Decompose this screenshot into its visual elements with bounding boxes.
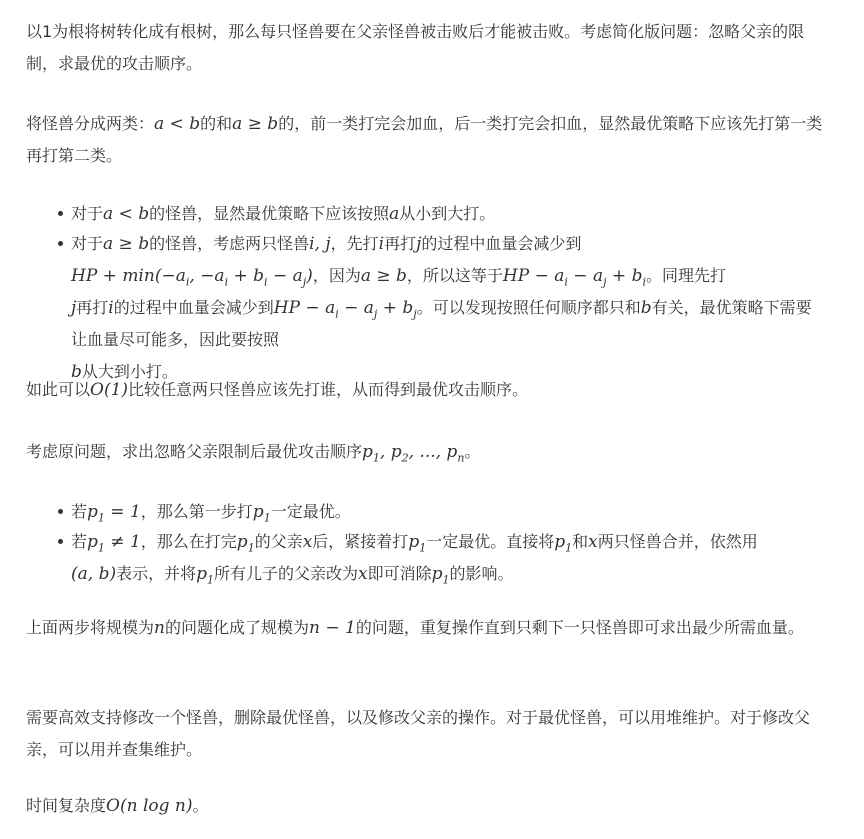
text: 如此可以	[26, 380, 91, 399]
text: 的问题，重复操作直到只剩下一只怪兽即可求出最少所需血量。	[355, 618, 804, 637]
math: a < b	[103, 204, 150, 224]
text: 上面两步将规模为	[26, 618, 155, 637]
math: j	[416, 234, 422, 254]
math: a < b	[154, 114, 201, 134]
paragraph-data-structures	[26, 702, 826, 766]
paragraph-reduction	[26, 612, 804, 644]
list-item	[71, 198, 826, 230]
text: 。可以发现按照任何顺序都只和	[416, 298, 641, 317]
math: a ≥ b	[232, 114, 279, 134]
math: HP − $a_i - a_j + b_j$	[273, 298, 417, 321]
text: 所有儿子的父亲改为	[214, 564, 359, 583]
text: 两只怪兽合并，依然用	[597, 532, 758, 551]
math: i	[378, 234, 385, 254]
math: $p_1$	[252, 502, 271, 525]
text: ，先打	[330, 234, 379, 253]
text: 的怪兽，显然最优策略下应该按照	[149, 204, 390, 223]
text: 将怪兽分成两类：	[26, 114, 155, 133]
text: 的父亲	[254, 532, 303, 551]
math: (a, b)	[71, 564, 117, 584]
text: 对于	[71, 234, 104, 253]
math: n − 1	[308, 618, 356, 638]
text: 一定最优。直接将	[426, 532, 555, 551]
math: $p_1$	[196, 564, 214, 587]
text: 的过程中血量会减少到	[113, 298, 274, 317]
math: $p_1$	[431, 564, 450, 587]
math: $p_1$, $p_2$, ..., $p_n$	[362, 442, 465, 465]
text: 的怪兽，考虑两只怪兽	[149, 234, 310, 253]
text: ，所以这等于	[406, 266, 503, 285]
text: 从小到大打。	[399, 204, 496, 223]
text: 再打	[384, 234, 417, 253]
text: 的和	[200, 114, 233, 133]
text: 。	[464, 442, 481, 461]
bullet-list-strategy	[26, 198, 826, 388]
text: 比较任意两只怪兽应该先打谁，从而得到最优攻击顺序。	[128, 380, 529, 399]
text: 有关，最优策略下需要让血量尽可能多，因此要按照	[71, 298, 812, 349]
math: HP + $\min(-a_i$, $-a_i + b_i - a_j$)	[71, 266, 313, 289]
text: 一定最优。	[270, 502, 351, 521]
math: $p_1 \ne 1$	[87, 532, 141, 555]
text: 。同理先打	[645, 266, 726, 285]
math: $p_1$	[554, 532, 573, 555]
math: x	[358, 564, 368, 584]
text: 对于	[71, 204, 104, 223]
paragraph-complexity	[26, 790, 209, 822]
paragraph-text: 需要高效支持修改一个怪兽，删除最优怪兽，以及修改父亲的操作。对于最优怪兽，可以用堆维护。对于修改父亲，可以用并查集维护。	[26, 708, 811, 759]
math: i, j	[309, 234, 331, 254]
math: $p_1$	[236, 532, 255, 555]
list-item	[71, 228, 826, 388]
bullet-list-merge	[26, 496, 758, 590]
text: 即可消除	[367, 564, 432, 583]
math: a ≥ b	[103, 234, 150, 254]
text: 表示，并将	[116, 564, 197, 583]
math: i	[108, 298, 114, 318]
paragraph-intro	[26, 16, 826, 80]
text: 从大到小打。	[81, 362, 178, 381]
math: b	[71, 362, 82, 382]
text: ，那么第一步打	[140, 502, 253, 521]
text: 和	[572, 532, 589, 551]
text: 的影响。	[449, 564, 514, 583]
math: j	[71, 298, 77, 318]
paragraph-original	[26, 436, 480, 468]
paragraph-classify	[26, 108, 826, 172]
text: 考虑原问题，求出忽略父亲限制后最优攻击顺序	[26, 442, 363, 461]
math: O(1)	[90, 380, 129, 400]
paragraph-text: 以1为根将树转化成有根树，那么每只怪兽要在父亲怪兽被击败后才能被击败。考虑简化版问题：忽略父亲的限制，求最优的攻击顺序。	[26, 22, 805, 73]
math: $p_1$	[408, 532, 427, 555]
text: 再打	[76, 298, 109, 317]
math: x	[588, 532, 598, 552]
text: ，因为	[312, 266, 361, 285]
text: 后，紧接着打	[312, 532, 409, 551]
text: 若	[71, 532, 88, 551]
paragraph-compare	[26, 374, 528, 406]
list-item	[71, 496, 758, 528]
math: a	[389, 204, 400, 224]
math: x	[302, 532, 313, 552]
math: O(n log n)	[106, 796, 193, 816]
text: 若	[71, 502, 88, 521]
text: 的问题化成了规模为	[164, 618, 309, 637]
math: HP − $a_i - a_j + b_i$	[502, 266, 646, 289]
math: $p_1 = 1$	[87, 502, 141, 525]
text: 的，前一类打完会加血，后一类打完会扣血，显然最优策略下应该先打第一类再打第二类。	[26, 114, 823, 165]
text: 的过程中血量会减少到	[421, 234, 582, 253]
math: b	[640, 298, 652, 318]
text: ，那么在打完	[140, 532, 237, 551]
list-item	[71, 526, 758, 590]
math: a ≥ b	[360, 266, 407, 286]
text: 。	[192, 796, 209, 815]
math: n	[154, 618, 165, 638]
text: 时间复杂度	[26, 796, 107, 815]
